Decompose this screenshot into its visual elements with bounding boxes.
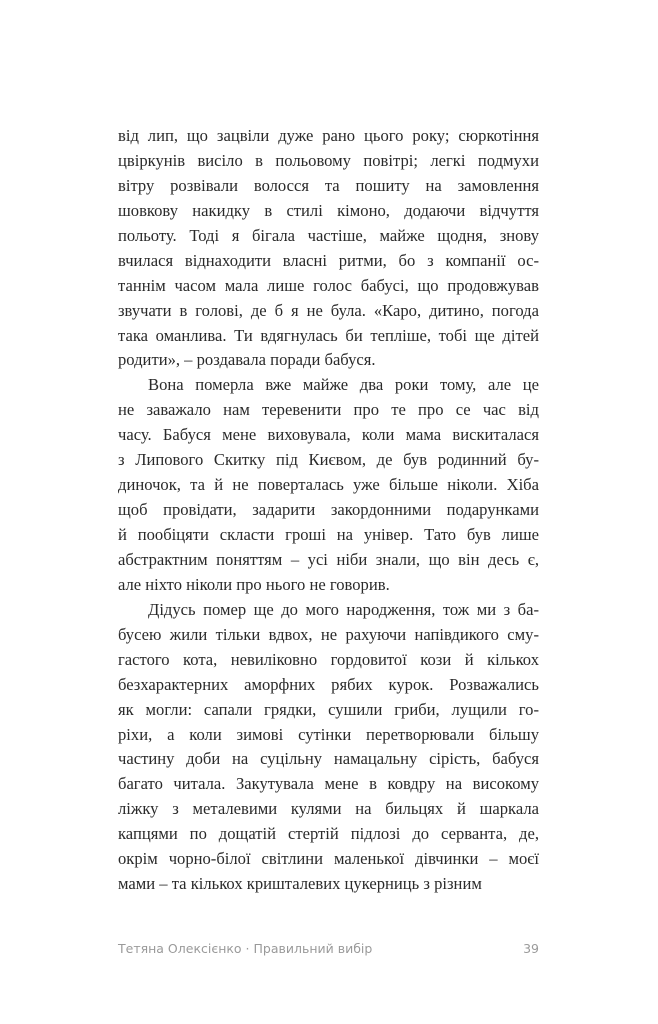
text-line: Вона померла вже майже два роки тому, але це xyxy=(148,375,539,395)
text-line: вчилася віднаходити власні ритми, бо з компанії ос- xyxy=(118,250,539,270)
text-line: частину доби на суцільну намацальну сірість, бабуся xyxy=(118,749,539,769)
text-line: цвіркунів висіло в польовому повітрі; легкі подмухи xyxy=(118,150,539,170)
text-line: родити», – роздавала поради бабуся. xyxy=(118,350,376,370)
page-footer xyxy=(118,941,539,956)
text-line: капцями по дощатій стертій підлозі до серванта, де, xyxy=(118,824,539,844)
text-line: мами – та кількох кришталевих цукерниць з різним xyxy=(118,874,482,894)
text-line: Дідусь помер ще до мого народження, тож ми з ба- xyxy=(148,599,539,619)
text-line: вітру розвівали волосся та пошиту на замовлення xyxy=(118,175,539,195)
text-line: від лип, що зацвіли дуже рано цього року; сюркотіння xyxy=(118,126,539,145)
text-line: шовкову накидку в стилі кімоно, додаючи відчуття xyxy=(118,200,539,220)
paragraph xyxy=(118,124,539,373)
text-line: таннім часом мала лише голос бабусі, що продовжував xyxy=(118,275,539,295)
text-line: часу. Бабуся мене виховувала, коли мама вискиталася xyxy=(118,425,539,445)
text-line: щоб провідати, задарити закордонними подарунками xyxy=(118,500,539,520)
body-text xyxy=(118,124,539,897)
text-line: безхарактерних аморфних рябих курок. Розважались xyxy=(118,674,539,694)
paragraph xyxy=(118,373,539,597)
text-line: з Липового Скитку під Києвом, де був родинний бу- xyxy=(118,450,539,470)
text-line: така оманлива. Ти вдягнулась би тепліше, тобі ще дітей xyxy=(118,325,539,345)
page-number: 39 xyxy=(523,941,539,956)
text-line: багато читала. Закутувала мене в ковдру на високому xyxy=(118,774,539,794)
paragraph xyxy=(118,598,539,897)
text-line: але ніхто ніколи про нього не говорив. xyxy=(118,574,390,594)
text-line: ріхи, а коли зимові сутінки перетворювали більшу xyxy=(118,724,539,744)
text-line: ліжку з металевими кулями на бильцях й шаркала xyxy=(118,799,539,819)
text-line: гастого кота, невиліковно гордовитої кози й кількох xyxy=(118,649,539,669)
text-line: звучати в голові, де б я не була. «Каро, дитино, погода xyxy=(118,300,539,320)
text-line: польоту. Тоді я бігала частіше, майже щодня, знову xyxy=(118,225,539,245)
text-line: як могли: сапали грядки, сушили гриби, лущили го- xyxy=(118,699,539,719)
text-line: бусею жили тільки вдвох, не рахуючи напівдикого сму- xyxy=(118,624,539,644)
running-title: Тетяна Олексієнко · Правильний вибір xyxy=(118,941,373,956)
text-line: диночок, та й не поверталась уже більше ніколи. Хіба xyxy=(118,475,539,495)
text-line: не заважало нам теревенити про те про се час від xyxy=(118,400,539,420)
text-line: окрім чорно-білої світлини маленької дівчинки – моєї xyxy=(118,849,539,869)
text-line: абстрактним поняттям – усі ніби знали, що він десь є, xyxy=(118,549,539,569)
text-line: й пообіцяти скласти гроші на універ. Тато був лише xyxy=(118,525,539,544)
